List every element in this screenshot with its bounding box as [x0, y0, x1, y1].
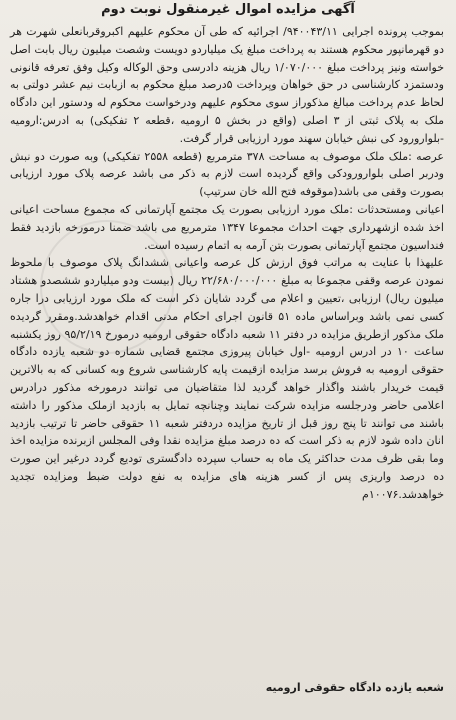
- notice-body: [10, 23, 444, 504]
- notice-title: آگهی مزایده اموال غیرمنقول نوبت دوم: [101, 2, 355, 17]
- notice-paragraph-building: اعیانی ومستحدثات :ملک مورد ارزیابی بصورت یک مجتمع آپارتمانی که مجموع مساحت اعیانی اخذ شده ازشهرداری جهت احداث مجموعا ۱۳۴۷ مترمربع می باشد ضمنا درمورخه بازدید فقط فنداسیون مجتمع آپارتمانی بصورت بتن آرمه به اتمام رسیده است.: [10, 202, 444, 252]
- notice-signature: شعبه یازده دادگاه حقوقی ارومیه: [265, 681, 444, 694]
- notice-paragraph-land: عرصه :ملک ملک موصوف به مساحت ۳۷۸ مترمربع (قطعه ۲۵۵۸ تفکیکی) وبه صورت دو نبش ودربر اصلی بلوارورودکی واقع گردیده است لازم به ذکر می باشد عرصه پلاک مورد ارزیابی بصورت وقفی می باشد(موقوفه فتح الله خان سرتیپ): [10, 149, 444, 199]
- notice-paragraph-intro: بموجب پرونده اجرایی ۹۴۰۰۴۳/۱۱/ اجرائیه که طی آن محکوم علیهم اکبروقربانعلی شهرت هر دو قهرمانپور محکوم هستند به پرداخت مبلغ یک میلیاردو دویست وشصت میلیون ریال بابت اصل خواسته ونیز پرداخت مبلغ ۱/۰۷۰/۰۰۰ ریال هزینه دادرسی وحق الوکاله وکیل وفق تعرفه قانونی ودستمزد کارشناسی در حق خواهان وپرداخت ۵درصد مبلغ محکوم به ازبابت نیم عشر دولتی به لحاظ عدم پرداخت مبالغ مذکوراز سوی محکوم علیهم ودرخواست محکوم له ودستور این دادگاه ملک به پلاک ثبتی از ۳ اصلی (واقع در بخش ۵ ارومیه ،قطعه ۲ تفکیکی) به ادرس:ارومیه -بلوارورود کی نبش خیابان سهند مورد ارزیابی قرار گرفت.: [10, 25, 445, 145]
- notice-paragraph-auction-terms: علیهذا با عنایت به مراتب فوق ارزش کل عرصه واعیانی ششدانگ پلاک موصوف با ملحوظ نمودن عرصه وقفی مجموعا به مبلغ ۲۲/۶۸۰/۰۰۰/۰۰۰ ریال (بیست ودو میلیاردو ششصدو هشتاد میلیون ریال) ارزیابی ،تعیین و اعلام می گردد شایان ذکر است که ملک مورد ارزیابی درا جاره کسی نمی باشد وبراساس ماده ۵۱ قانون اجرای احکام مدنی اقدام خواهدشد.ومقرر گردیده ملک مذکور ازطریق مزایده در دفتر ۱۱ شعبه دادگاه حقوقی ارومیه درمورخ ۹۵/۲/۱۹ روز یکشنبه ساعت ۱۰ در ادرس ارومیه -اول خیابان پیروزی مجتمع قضایی شماره دو شعبه یازده دادگاه حقوقی ارومیه به فروش برسد مزایده ازقیمت پایه کارشناسی شروع وبه کسانی که به بالاترین قیمت خریدار باشند واگذار خواهد گردید لذا متقاضیان می توانند درمورخه مذکور درادرس اعلامی حاضر ودرجلسه مزایده شرکت نمایند وچنانچه تمایل به بازدید ازملک مذکور را داشته باشند می توانند تا پنج روز قبل از تاریخ مزایده دردفتر شعبه ۱۱ حقوقی حاضر تا ترتیب بازدید انان داده شود لازم به ذکر است که ده درصد مبلغ مزایده نقدا وفی المجلس ازبرنده مزایده اخذ وما بقی ظرف مدت حداکثر یک ماه به حساب سپرده دادگستری تودیع گردد درغیر این صورت ده درصد واریزی پس از کسر هزینه های مزایده به نفع دولت ضبط ومزایده تجدید خواهدشد.۱۰۰۷۶م: [10, 256, 444, 501]
